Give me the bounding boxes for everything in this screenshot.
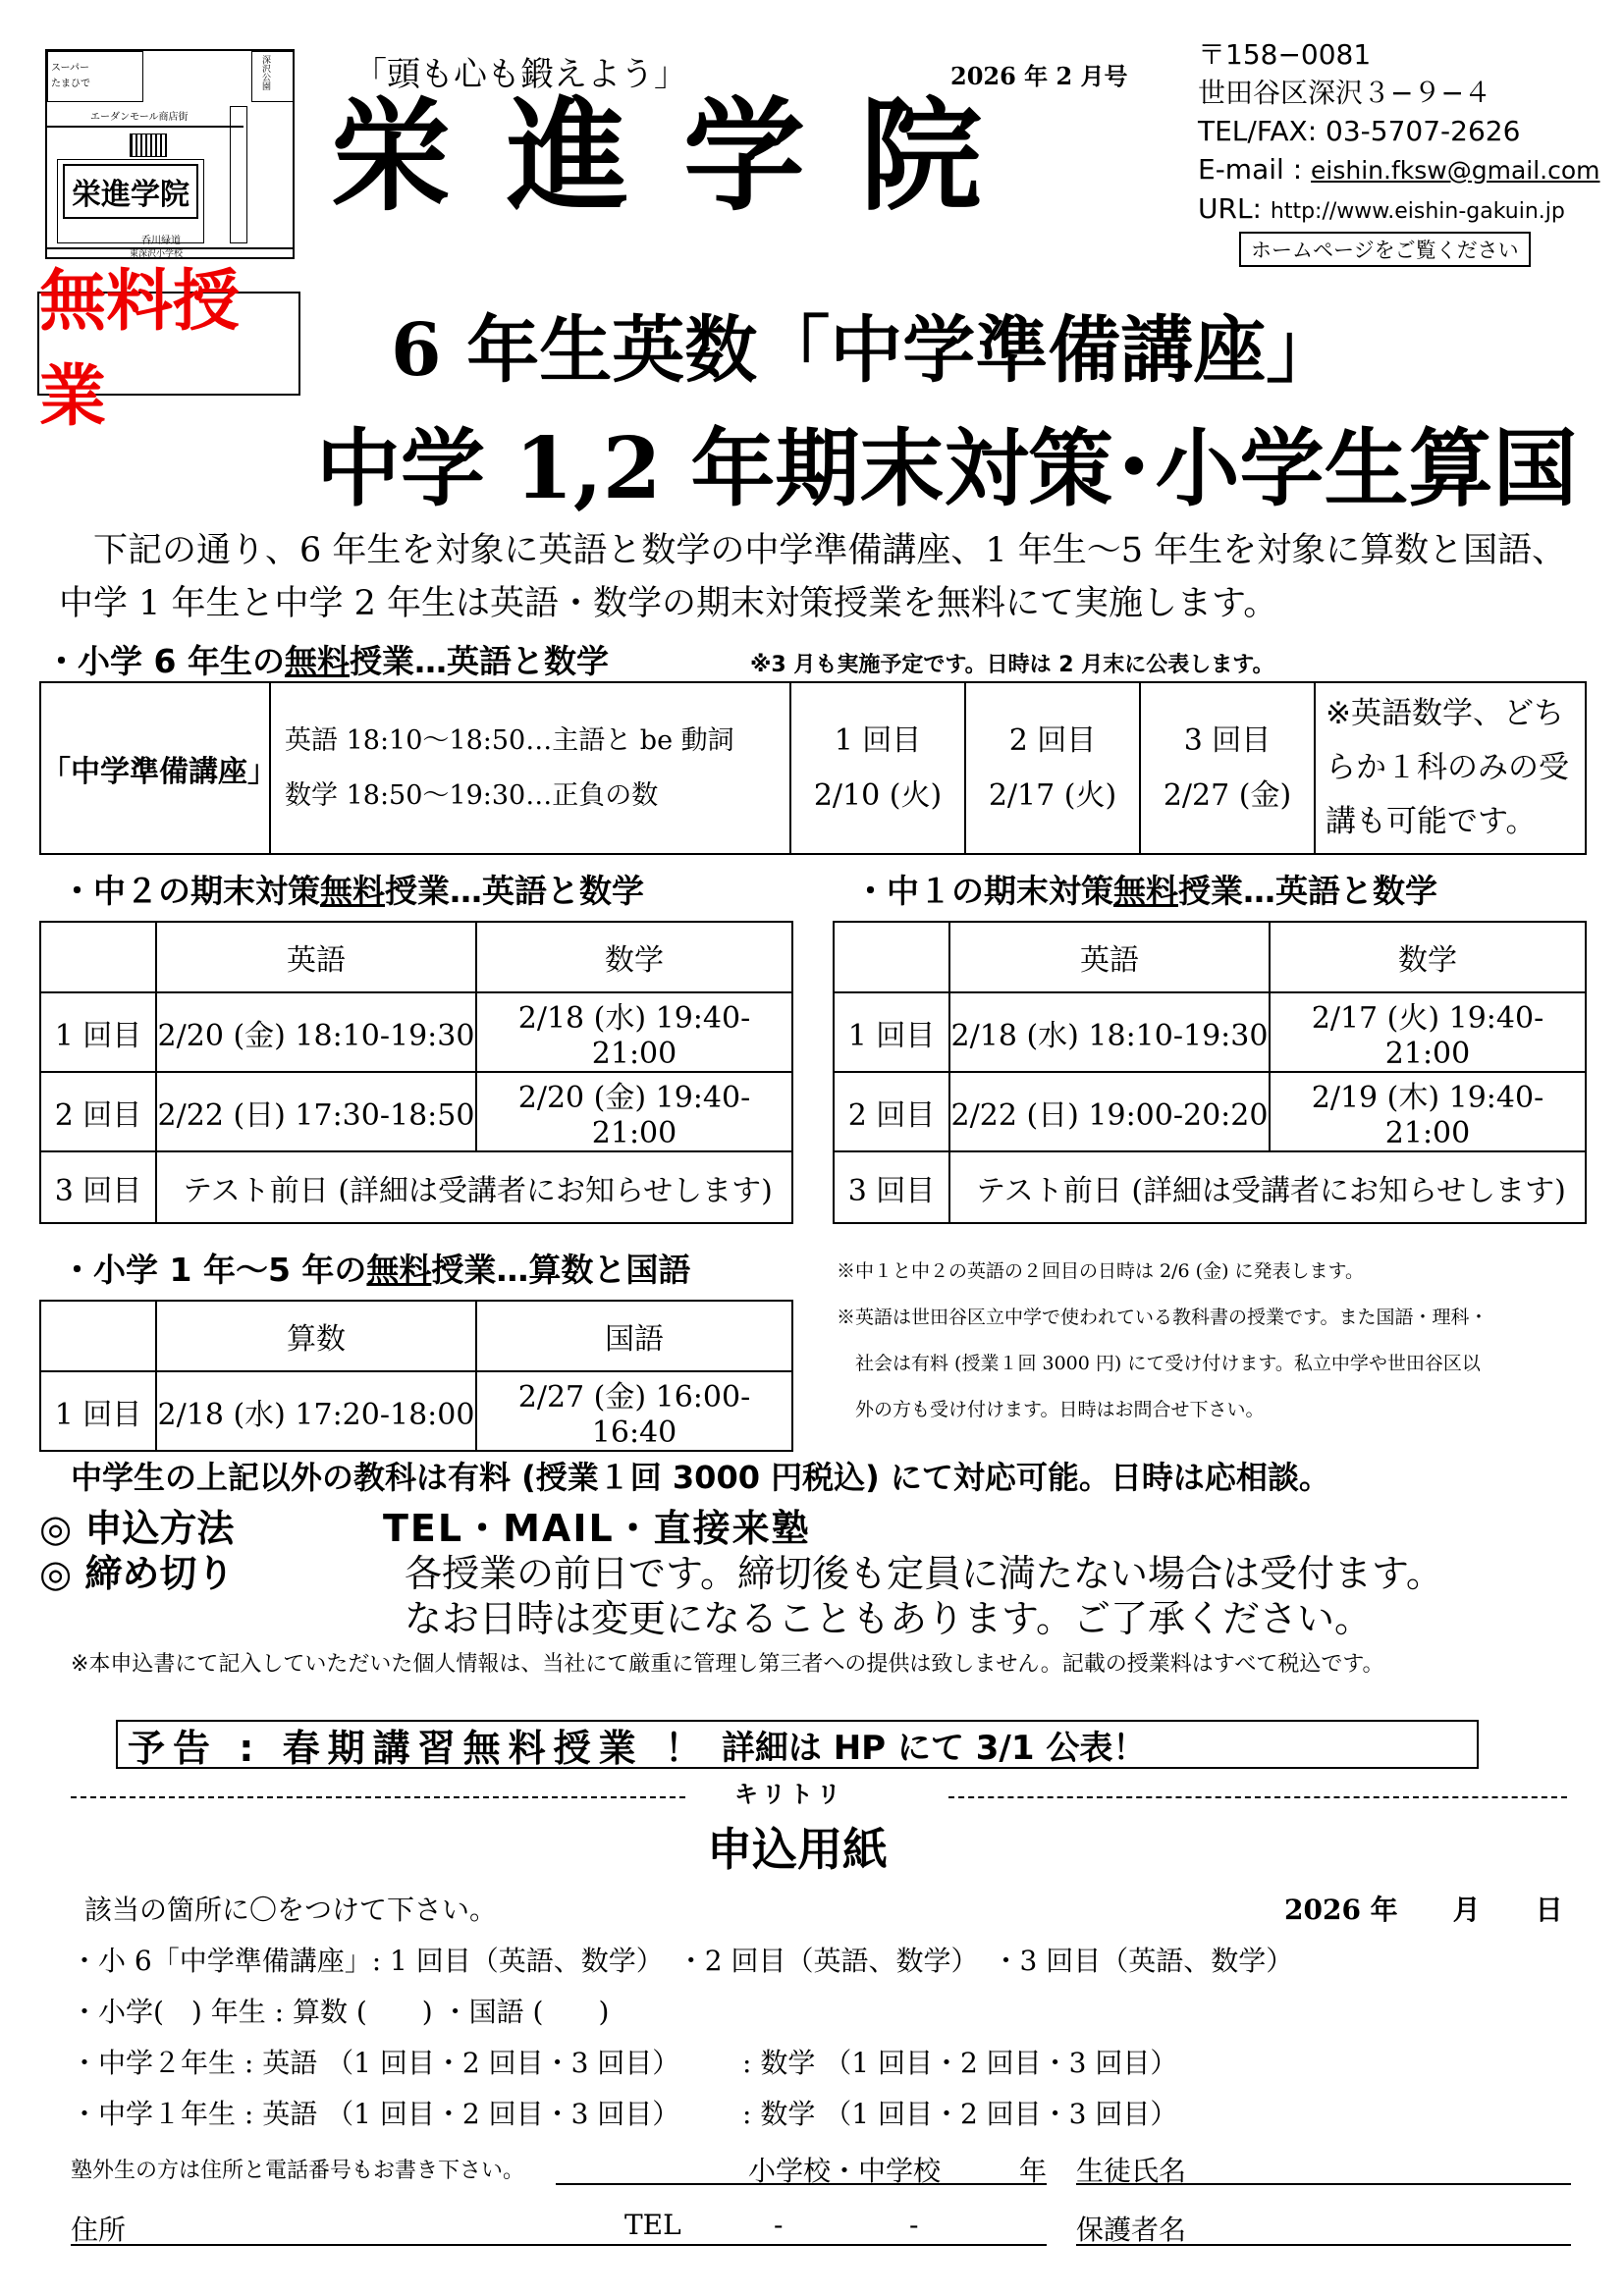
deadline-text-1: 各授業の前日です。締切後も定員に満たない場合は受付ます。 (405, 1552, 1443, 1595)
note-3: 社会は有料 (授業１回 3000 円) にて受け付けます。私立中学や世田谷区以 (837, 1353, 1481, 1374)
chu2-head-math: 数学 (476, 922, 792, 992)
form-student-name-label: 生徒氏名 (1076, 2155, 1187, 2187)
elem-heading-free: 無料 (366, 1251, 432, 1289)
form-chu1-math[interactable]: : 数学 （1 回目・2 回目・3 回目） (742, 2098, 1178, 2130)
grade6-session-2 (965, 682, 1140, 854)
url-label: URL: (1198, 192, 1271, 225)
form-tel-label: TEL (624, 2209, 681, 2241)
form-elementary-options[interactable]: ・小学( ) 年生 : 算数 ( ) ・国語 ( ) (71, 1996, 610, 2028)
paid-subjects-note: 中学生の上記以外の教科は有料 (授業１回 3000 円税込) にて対応可能。日時は応相談。 (71, 1459, 1330, 1496)
form-chu2-math[interactable]: : 数学 （1 回目・2 回目・3 回目） (742, 2047, 1178, 2079)
chu1-head-math: 数学 (1270, 922, 1586, 992)
main-title-1: 6 年生英数「中学準備講座」 (391, 308, 1339, 393)
chu2-heading-free: 無料 (320, 872, 385, 910)
chu1-corner (834, 922, 949, 992)
session-date: 2/10 (火) (813, 777, 943, 813)
grade6-note: ※3 月も実施予定です。日時は 2 月末に公表します。 (750, 653, 1274, 677)
grade6-remark: ※英語数学、どちらか１科のみの受講も可能です。 (1315, 682, 1586, 854)
grade6-course: 「中学準備講座」 (40, 682, 270, 854)
elem-head-sansu: 算数 (156, 1301, 476, 1371)
grade6-heading (45, 636, 609, 682)
chu2-row-label: 1 回目 (40, 992, 156, 1072)
school-name: 栄進学院 (330, 85, 1038, 228)
spring-preview-detail: 詳細は HP にて 3/1 公表！ (721, 1728, 1147, 1768)
form-school-label: 小学校・中学校 (748, 2155, 942, 2187)
elem-row-label: 1 回目 (40, 1371, 156, 1451)
chu2-head-english: 英語 (156, 922, 476, 992)
notes-block (837, 1249, 1583, 1433)
intro-text: 下記の通り、6 年生を対象に英語と数学の中学準備講座、1 年生〜5 年生を対象に算数と国語、中学 1 年生と中学 2 年生は英語・数学の期末対策授業を無料にて実施します。 (59, 531, 1567, 623)
tel-dash-2: - (909, 2209, 919, 2241)
chu1-math-2: 2/19 (木) 19:40-21:00 (1270, 1072, 1586, 1151)
chu2-table (39, 921, 793, 1224)
deadline-label: ◎ 締め切り (39, 1552, 235, 1595)
session-label: 2 回目 (1008, 722, 1097, 758)
grade6-english: 英語 18:10〜18:50…主語と be 動詞 (285, 724, 734, 756)
elem-kokugo: 2/27 (金) 16:00-16:40 (476, 1371, 792, 1451)
chu1-table (833, 921, 1587, 1224)
grade6-heading-post: 授業…英語と数学 (349, 642, 609, 680)
deadline-text-2: なお日時は変更になることもあります。ご了承ください。 (405, 1597, 1372, 1640)
cut-line-left (71, 1796, 685, 1798)
map-school-box: 栄進学院 (63, 164, 198, 219)
elem-corner (40, 1301, 156, 1371)
note-4: 外の方も受け付けます。日時はお問合せ下さい。 (837, 1399, 1265, 1420)
form-grade6-options[interactable]: ・小 6「中学準備講座」: 1 回目（英語、数学） ・2 回目（英語、数学） ・3 回目（英語、数学） (71, 1945, 1294, 1977)
chu2-row3: テスト前日 (詳細は受講者にお知らせします) (156, 1151, 792, 1223)
chu1-english-2: 2/22 (日) 19:00-20:20 (949, 1072, 1270, 1151)
apply-method: TEL・MAIL・直接来塾 (383, 1507, 811, 1550)
chu2-heading-pre: ・中２の期末対策 (61, 872, 320, 910)
chu2-row-label: 2 回目 (40, 1072, 156, 1151)
chu2-corner (40, 922, 156, 992)
session-date: 2/27 (金) (1163, 777, 1292, 813)
url-link[interactable]: http://www.eishin-gakuin.jp (1270, 199, 1565, 224)
address: 世田谷区深沢３−９−４ (1198, 77, 1491, 109)
url-row (1198, 189, 1600, 231)
access-map (45, 49, 295, 259)
form-date[interactable]: 2026 年 月 日 (1284, 1894, 1563, 1926)
tel-dash-1: - (774, 2209, 784, 2241)
chu2-row-label: 3 回目 (40, 1151, 156, 1223)
session-label: 1 回目 (834, 722, 922, 758)
elem-sansu: 2/18 (水) 17:20-18:00 (156, 1371, 476, 1451)
chu1-row-label: 1 回目 (834, 992, 949, 1072)
address-field[interactable] (71, 2244, 1047, 2246)
chu2-heading (61, 866, 644, 912)
elem-heading-post: 授業…算数と国語 (431, 1251, 691, 1289)
spring-preview-label: 予告 : 春期講習無料授業 ！ (128, 1726, 710, 1770)
chu2-english-1: 2/20 (金) 18:10-19:30 (156, 992, 476, 1072)
postal-code: 〒158−0081 (1198, 38, 1372, 71)
homepage-note: ホームページをご覧ください (1239, 232, 1531, 267)
form-grade-label: 年 (1019, 2155, 1048, 2187)
chu1-heading (854, 866, 1437, 912)
map-crossing (130, 133, 167, 157)
grade6-table (39, 681, 1587, 855)
chu2-math-2: 2/20 (金) 19:40-21:00 (476, 1072, 792, 1151)
chu1-heading-pre: ・中１の期末対策 (854, 872, 1113, 910)
form-instruction: 該当の箇所に〇をつけて下さい。 (84, 1894, 498, 1926)
main-title-2: 中学 1,2 年期末対策･小学生算国 (316, 419, 1578, 518)
grade6-session-1 (790, 682, 965, 854)
form-title: 申込用紙 (707, 1823, 888, 1876)
form-guardian-label: 保護者名 (1076, 2214, 1187, 2246)
elem-table (39, 1300, 793, 1452)
email-link[interactable]: eishin.fksw@gmail.com (1311, 156, 1600, 185)
note-2: ※英語は世田谷区立中学で使われている教科書の授業です。また国語・理科・ (837, 1307, 1489, 1328)
form-address-label: 住所 (71, 2214, 127, 2246)
map-side-road (230, 106, 247, 243)
grade6-schedule (270, 682, 790, 854)
privacy-note: ※本申込書にて記入していただいた個人情報は、当社にて厳重に管理し第三者への提供は致しません。記載の授業料はすべて税込です。 (71, 1652, 1384, 1677)
cut-line-right (948, 1796, 1567, 1798)
map-park-block (251, 51, 295, 102)
map-supermarket-label: スーパー (51, 63, 89, 74)
chu1-heading-post: 授業…英語と数学 (1178, 872, 1437, 910)
chu1-row-label: 2 回目 (834, 1072, 949, 1151)
map-greenway-label: 呑川緑道 (141, 236, 181, 246)
session-date: 2/17 (火) (988, 777, 1117, 813)
chu1-heading-free: 無料 (1113, 872, 1178, 910)
map-mall-label: エーダンモール商店街 (90, 112, 189, 123)
session-label: 3 回目 (1183, 722, 1272, 758)
chu2-math-1: 2/18 (水) 19:40-21:00 (476, 992, 792, 1072)
grade6-heading-pre: ・小学 6 年生の (45, 642, 285, 680)
note-1: ※中１と中２の英語の２回目の日時は 2/6 (金) に発表します。 (837, 1260, 1365, 1282)
tel-fax: TEL/FAX: 03-5707-2626 (1198, 115, 1521, 147)
chu2-english-2: 2/22 (日) 17:30-18:50 (156, 1072, 476, 1151)
map-street (47, 126, 244, 128)
apply-method-label: ◎ 申込方法 (39, 1507, 235, 1550)
form-chu2-english[interactable]: ・中学２年生 : 英語 （1 回目・2 回目・3 回目） (71, 2047, 680, 2079)
map-elementary-label: 東深沢小学校 (130, 249, 184, 259)
elem-heading-pre: ・小学 1 年〜5 年の (61, 1251, 367, 1289)
guardian-name-field[interactable] (1076, 2244, 1571, 2246)
chu1-english-1: 2/18 (水) 18:10-19:30 (949, 992, 1270, 1072)
email-row (1198, 150, 1600, 189)
issue-date: 2026 年 2 月号 (950, 62, 1128, 90)
email-label: E-mail : (1198, 153, 1312, 186)
form-outside-note: 塾外生の方は住所と電話番号もお書き下さい。 (71, 2159, 525, 2183)
grade6-math: 数学 18:50〜19:30…正負の数 (285, 779, 659, 811)
map-supermarket-label-2: たまひで (51, 79, 90, 89)
form-chu1-english[interactable]: ・中学１年生 : 英語 （1 回目・2 回目・3 回目） (71, 2098, 680, 2130)
free-class-badge: 無料授業 (37, 292, 300, 396)
chu1-row3: テスト前日 (詳細は受講者にお知らせします) (949, 1151, 1586, 1223)
chu1-math-1: 2/17 (火) 19:40-21:00 (1270, 992, 1586, 1072)
map-park-label: 深沢公園 (260, 55, 270, 90)
chu1-head-english: 英語 (949, 922, 1270, 992)
chu2-heading-post: 授業…英語と数学 (385, 872, 644, 910)
contact-block (1198, 35, 1600, 231)
spring-preview-box (116, 1720, 1479, 1769)
grade6-session-3 (1140, 682, 1315, 854)
grade6-heading-free: 無料 (284, 642, 350, 680)
elem-heading (61, 1245, 690, 1291)
chu1-row-label: 3 回目 (834, 1151, 949, 1223)
student-name-field[interactable] (1076, 2183, 1571, 2185)
cut-here-label: キリトリ (734, 1781, 844, 1808)
elem-head-kokugo: 国語 (476, 1301, 792, 1371)
slogan: 「頭も心も鍛えよう」 (353, 55, 687, 94)
